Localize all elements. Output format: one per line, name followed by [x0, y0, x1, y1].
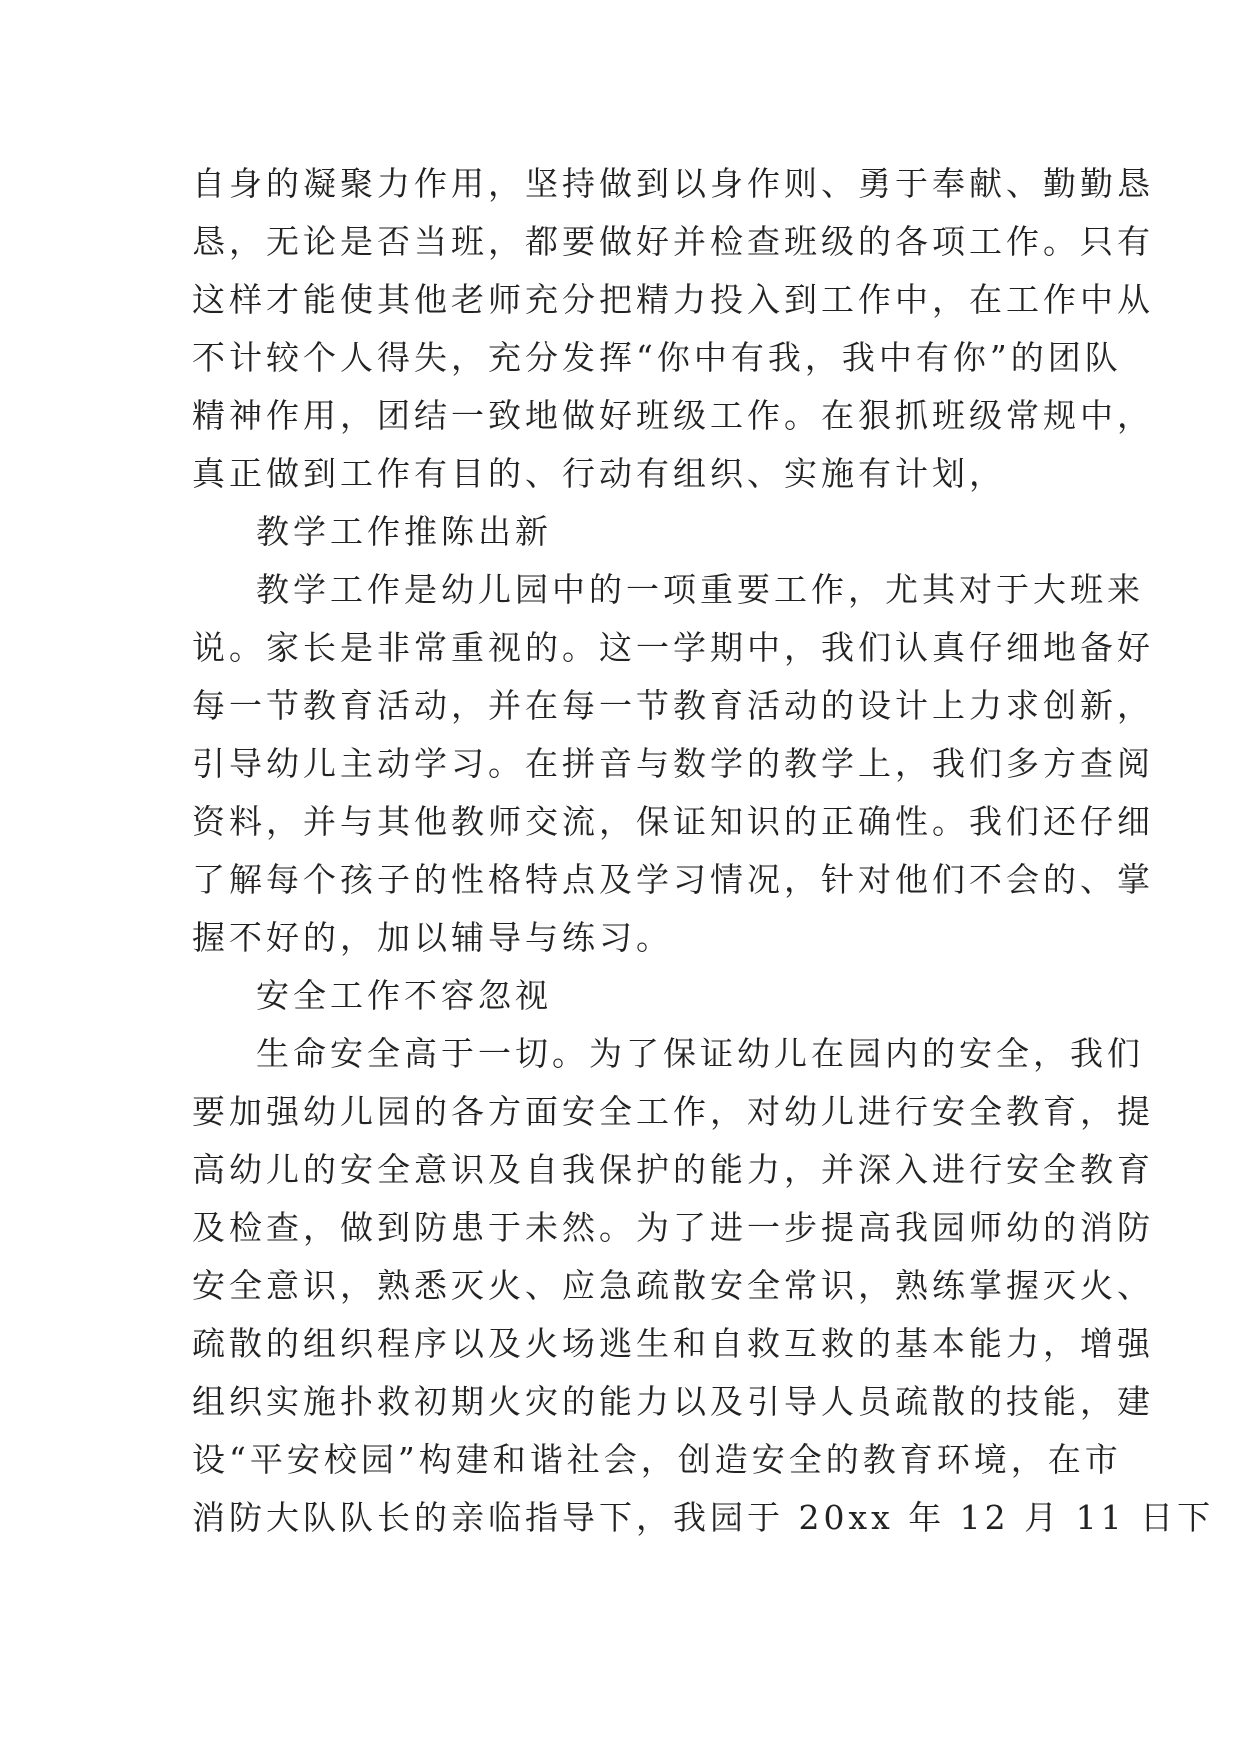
text-line: 疏散的组织程序以及火场逃生和自救互救的基本能力，增强 — [192, 1324, 1154, 1363]
text-line: 引导幼儿主动学习。在拼音与数学的教学上，我们多方查阅 — [192, 744, 1154, 783]
text-line: 资料，并与其他教师交流，保证知识的正确性。我们还仔细 — [192, 802, 1154, 841]
text-line: 教学工作是幼儿园中的一项重要工作，尤其对于大班来 — [256, 570, 1144, 609]
document-body — [192, 155, 1215, 1547]
text-line: 说。家长是非常重视的。这一学期中，我们认真仔细地备好 — [192, 628, 1154, 667]
text-line: 消防大队队长的亲临指导下，我园于 20xx 年 12 月 11 日下 — [192, 1498, 1215, 1537]
text-line: 不计较个人得失，充分发挥“你中有我，我中有你”的团队 — [192, 338, 1122, 377]
text-line: 高幼儿的安全意识及自我保护的能力，并深入进行安全教育 — [192, 1150, 1154, 1189]
text-line: 生命安全高于一切。为了保证幼儿在园内的安全，我们 — [256, 1034, 1144, 1073]
text-line: 及检查，做到防患于未然。为了进一步提高我园师幼的消防 — [192, 1208, 1154, 1247]
text-line: 这样才能使其他老师充分把精力投入到工作中，在工作中从 — [192, 280, 1154, 319]
text-line: 了解每个孩子的性格特点及学习情况，针对他们不会的、掌 — [192, 860, 1154, 899]
text-line: 每一节教育活动，并在每一节教育活动的设计上力求创新， — [192, 686, 1154, 725]
section-heading-teaching: 教学工作推陈出新 — [256, 512, 552, 551]
text-line: 真正做到工作有目的、行动有组织、实施有计划， — [192, 454, 1006, 493]
text-line: 精神作用，团结一致地做好班级工作。在狠抓班级常规中， — [192, 396, 1154, 435]
section-heading-safety: 安全工作不容忽视 — [256, 976, 552, 1015]
text-line: 要加强幼儿园的各方面安全工作，对幼儿进行安全教育，提 — [192, 1092, 1154, 1131]
text-line: 设“平安校园”构建和谐社会，创造安全的教育环境，在市 — [192, 1440, 1122, 1479]
text-line: 自身的凝聚力作用，坚持做到以身作则、勇于奉献、勤勤恳 — [192, 164, 1154, 203]
text-line: 组织实施扑救初期火灾的能力以及引导人员疏散的技能，建 — [192, 1382, 1154, 1421]
text-line: 安全意识，熟悉灭火、应急疏散安全常识，熟练掌握灭火、 — [192, 1266, 1154, 1305]
text-line: 恳，无论是否当班，都要做好并检查班级的各项工作。只有 — [192, 222, 1154, 261]
text-line: 握不好的，加以辅导与练习。 — [192, 918, 673, 957]
